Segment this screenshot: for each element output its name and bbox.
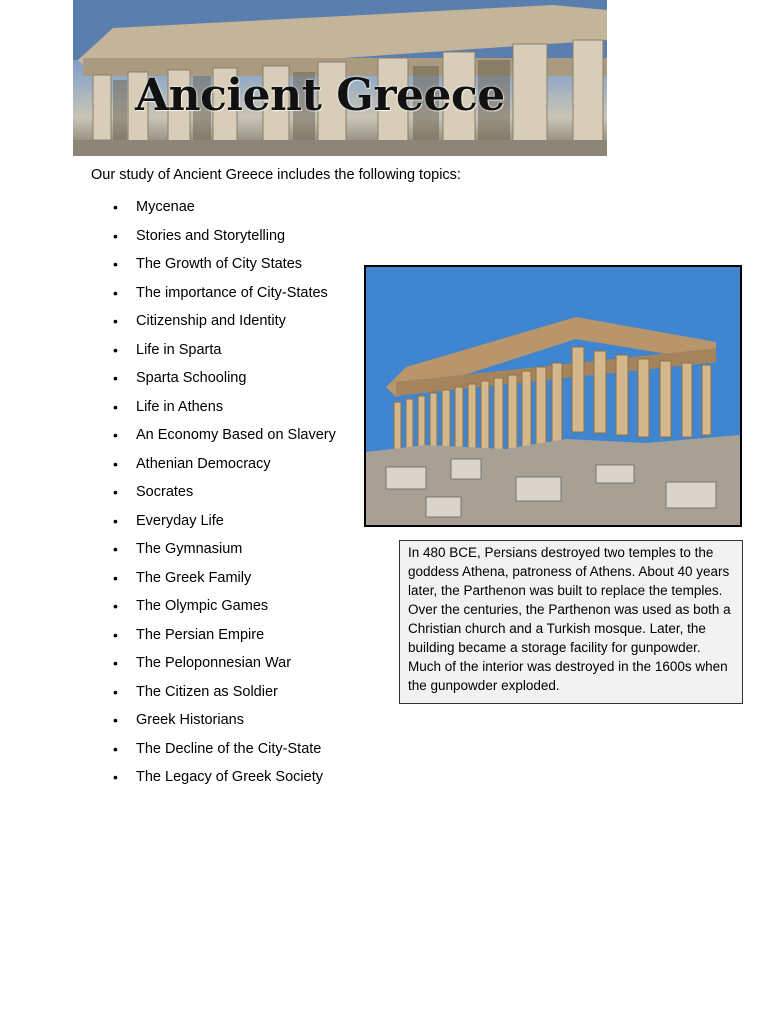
list-item: • The Legacy of Greek Society <box>113 766 336 795</box>
header-banner <box>73 0 607 156</box>
parthenon-photo <box>364 265 742 527</box>
photo-caption: In 480 BCE, Persians destroyed two temples to the goddess Athena, patroness of Athens. About 40 years later, the Parthenon was built to replace the temples. Over the centuries, the Parthenon was used as both a Christian church and a Turkish mosque. Later, the building became a storage facility for gunpowder. Much of the interior was destroyed in the 1600s when the gunpowder exploded. <box>399 540 743 704</box>
list-item: • The Persian Empire <box>113 624 336 653</box>
list-item: • The Citizen as Soldier <box>113 681 336 710</box>
list-item: • Greek Historians <box>113 709 336 738</box>
list-item: • Citizenship and Identity <box>113 310 336 339</box>
list-item: • Mycenae <box>113 196 336 225</box>
list-item: • The Greek Family <box>113 567 336 596</box>
intro-text: Our study of Ancient Greece includes the following topics: <box>91 167 461 183</box>
topic-list <box>113 196 336 795</box>
list-item: • Stories and Storytelling <box>113 225 336 254</box>
list-item: • An Economy Based on Slavery <box>113 424 336 453</box>
list-item: • The Olympic Games <box>113 595 336 624</box>
list-item: • Everyday Life <box>113 510 336 539</box>
list-item: • Life in Athens <box>113 396 336 425</box>
list-item: • The Growth of City States <box>113 253 336 282</box>
list-item: • Socrates <box>113 481 336 510</box>
list-item: • Life in Sparta <box>113 339 336 368</box>
list-item: • Sparta Schooling <box>113 367 336 396</box>
list-item: • Athenian Democracy <box>113 453 336 482</box>
parthenon-photo-image <box>366 267 740 525</box>
list-item: • The Gymnasium <box>113 538 336 567</box>
page-title: Ancient Greece <box>135 70 505 121</box>
list-item: • The importance of City-States <box>113 282 336 311</box>
list-item: • The Decline of the City-State <box>113 738 336 767</box>
list-item: • The Peloponnesian War <box>113 652 336 681</box>
